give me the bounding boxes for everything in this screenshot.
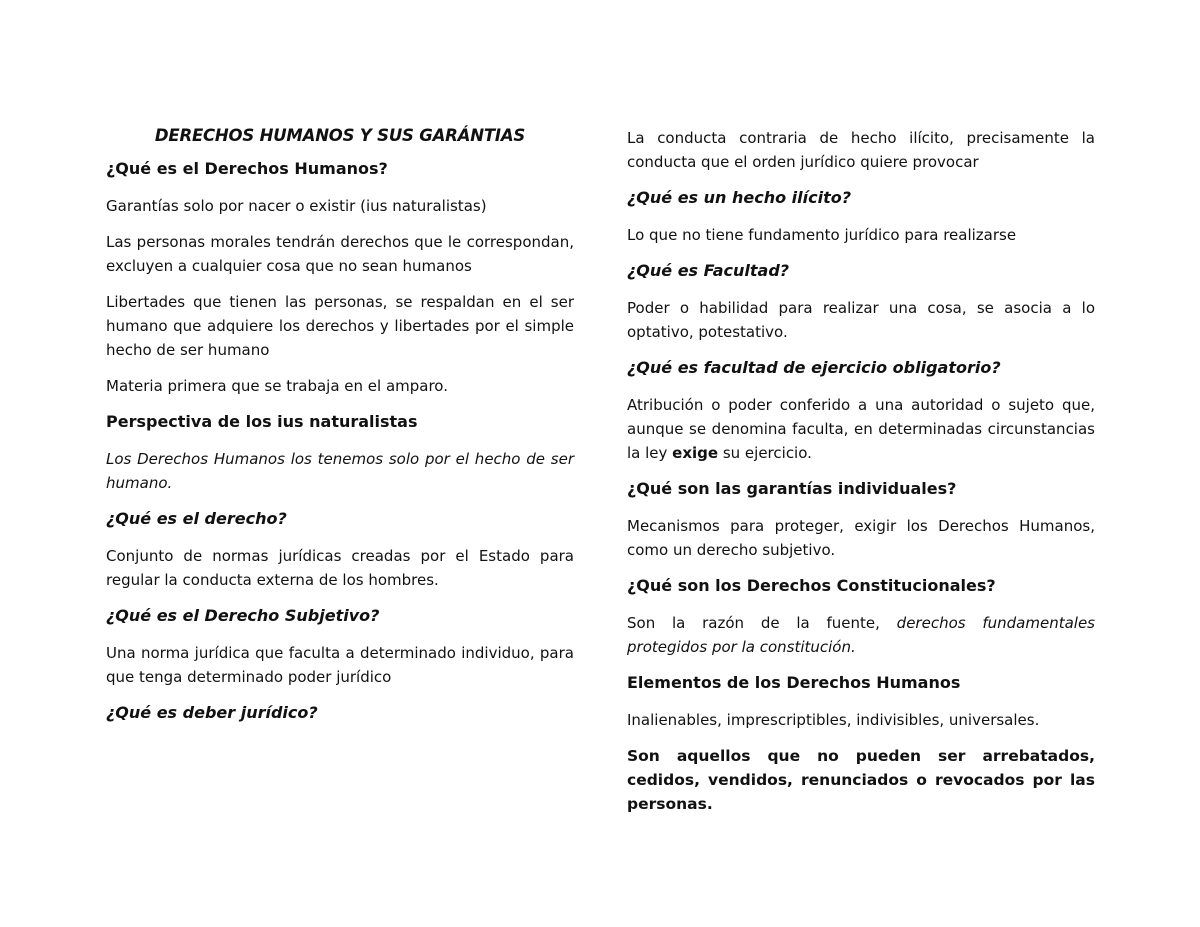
left-column <box>106 126 574 738</box>
italic-paragraph: Los Derechos Humanos los tenemos solo por el hecho de ser humano. <box>106 450 574 492</box>
paragraph: Una norma jurídica que faculta a determinado individuo, para que tenga determinado poder jurídico <box>106 644 574 686</box>
question-heading: ¿Qué es Facultad? <box>627 261 790 280</box>
paragraph-text: Atribución o poder conferido a una autoridad o sujeto que, aunque se denomina faculta, en determinadas circunstancias la ley <box>627 396 1095 462</box>
paragraph-text: Son la razón de la fuente, <box>627 614 897 632</box>
question-heading: ¿Qué es un hecho ilícito? <box>627 188 852 207</box>
bold-paragraph: Son aquellos que no pueden ser arrebatados, cedidos, vendidos, renunciados o revocados por las personas. <box>627 747 1095 813</box>
question-heading: ¿Qué son las garantías individuales? <box>627 479 957 498</box>
paragraph <box>627 611 1095 659</box>
paragraph <box>627 393 1095 465</box>
paragraph: Inalienables, imprescriptibles, indivisibles, universales. <box>627 711 1040 729</box>
paragraph: Mecanismos para proteger, exigir los Derechos Humanos, como un derecho subjetivo. <box>627 517 1095 559</box>
emphasis-bold: exige <box>672 444 719 462</box>
section-heading: Elementos de los Derechos Humanos <box>627 673 961 692</box>
paragraph: Materia primera que se trabaja en el amparo. <box>106 377 448 395</box>
emphasis-italic: derechos fundamentales protegidos por la constitución. <box>627 614 1095 656</box>
right-column <box>627 126 1095 828</box>
document-title: DERECHOS HUMANOS Y SUS GARÁNTIAS <box>154 126 526 145</box>
question-heading: ¿Qué es deber jurídico? <box>106 703 318 722</box>
paragraph: Garantías solo por nacer o existir (ius naturalistas) <box>106 197 487 215</box>
question-heading: ¿Qué son los Derechos Constitucionales? <box>627 576 996 595</box>
paragraph: Las personas morales tendrán derechos que le correspondan, excluyen a cualquier cosa que no sean humanos <box>106 233 574 275</box>
question-heading: ¿Qué es el Derecho Subjetivo? <box>106 606 380 625</box>
section-heading: Perspectiva de los ius naturalistas <box>106 412 418 431</box>
question-heading: ¿Qué es facultad de ejercicio obligatorio? <box>627 358 1001 377</box>
paragraph-text: su ejercicio. <box>718 444 812 462</box>
paragraph: La conducta contraria de hecho ilícito, precisamente la conducta que el orden jurídico quiere provocar <box>627 129 1095 171</box>
paragraph: Poder o habilidad para realizar una cosa, se asocia a lo optativo, potestativo. <box>627 299 1095 341</box>
question-heading: ¿Qué es el derecho? <box>106 509 287 528</box>
paragraph: Lo que no tiene fundamento jurídico para realizarse <box>627 226 1017 244</box>
paragraph: Libertades que tienen las personas, se respaldan en el ser humano que adquiere los derechos y libertades por el simple hecho de ser humano <box>106 293 574 359</box>
paragraph: Conjunto de normas jurídicas creadas por el Estado para regular la conducta externa de los hombres. <box>106 547 574 589</box>
question-heading: ¿Qué es el Derechos Humanos? <box>106 159 388 178</box>
